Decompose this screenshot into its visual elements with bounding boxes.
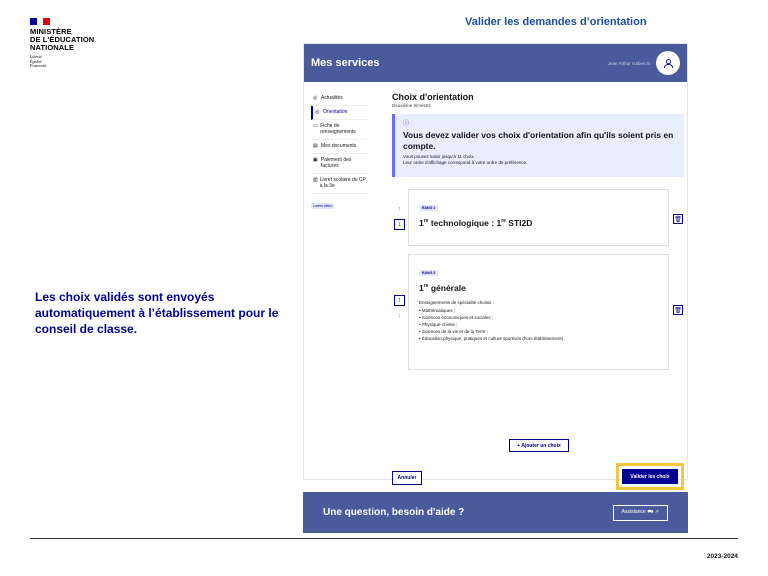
info-alert (392, 114, 684, 177)
bell-icon: ◎ (313, 95, 318, 101)
app-window (303, 43, 688, 480)
sidebar (311, 92, 369, 212)
trash-icon: 🗑 (674, 216, 682, 223)
app-title[interactable]: Mes services (311, 57, 380, 69)
alert-line-1: Vous pouvez saisir jusqu'à 11 choix. (403, 154, 475, 159)
info-icon: ⓘ (403, 121, 410, 127)
sidebar-item-paiement[interactable]: ▣ Paiement des factures (311, 154, 369, 174)
list-item: • Sciences économiques et sociales ; (419, 314, 658, 321)
move-down-icon[interactable]: ↓ (397, 312, 402, 319)
move-up-icon[interactable]: ↑ (397, 206, 402, 213)
page-subtitle: Deuxième trimestre (392, 103, 432, 108)
alert-title: Vous devez valider vos choix d'orientation afin qu'ils soient pris en compte. (403, 130, 674, 151)
reorder-controls (394, 204, 406, 230)
help-title: Une question, besoin d'aide ? (323, 507, 465, 518)
ministry-motto: Liberté Égalité Fraternité (30, 54, 47, 68)
assistance-button[interactable]: Assistance 🗪 ↗ (613, 505, 668, 521)
validate-highlight (616, 463, 684, 490)
ministry-logo (30, 18, 120, 69)
book-icon: ▥ (313, 177, 318, 183)
compass-icon: ◎ (315, 109, 320, 115)
sidebar-item-actualites[interactable]: ◎ Actualités (311, 92, 369, 106)
help-banner (303, 492, 688, 533)
card-icon: ▣ (313, 157, 318, 163)
sidebar-item-orientation[interactable]: ◎ Orientation (311, 106, 369, 120)
sidebar-item-livret[interactable]: ▥ Livret scolaire du CP à la 3e (311, 174, 369, 194)
alert-line-2: Leur ordre d'affichage correspond à votre ordre de préférence. (403, 160, 528, 165)
user-name[interactable]: Jean Arthur Isabert B (607, 60, 650, 66)
slide-caption: Les choix validés sont envoyés automatiquement à l’établissement pour le conseil de classe. (35, 290, 279, 336)
choice-title: 1re technologique : 1re STI2D (419, 218, 533, 228)
list-item: • Mathématiques ; (419, 307, 658, 314)
specialty-list-title: Enseignements de spécialité choisis : (419, 300, 494, 305)
form-icon: ▭ (313, 123, 318, 129)
list-item: • Physique-chimie ; (419, 321, 658, 328)
trash-icon: 🗑 (674, 307, 682, 314)
rank-badge: RANG 1 (419, 205, 438, 211)
footer-divider (30, 538, 738, 539)
specialty-list (419, 299, 658, 342)
move-down-button[interactable]: ↓ (394, 219, 405, 230)
choice-card-2 (397, 254, 682, 370)
choice-card-1 (397, 189, 682, 246)
delete-choice-button[interactable] (673, 305, 683, 315)
ministry-name: MINISTÈRE DE L'ÉDUCATION NATIONALE (30, 27, 95, 52)
list-item: • Éducation physique, pratiques et culture sportives (hors établissement) . (419, 335, 658, 342)
slide-title: Valider les demandes d’orientation (465, 16, 647, 28)
avatar[interactable] (656, 51, 680, 75)
rank-badge: RANG 2 (419, 270, 438, 276)
sidebar-item-fiche[interactable]: ▭ Fiche de renseignements (311, 120, 369, 140)
move-up-button[interactable]: ↑ (394, 295, 405, 306)
user-icon (663, 58, 674, 69)
page-title: Choix d'orientation (392, 92, 474, 102)
validate-choices-button[interactable]: Valider les choix (622, 469, 678, 484)
delete-choice-button[interactable] (673, 214, 683, 224)
language-badge[interactable]: Lorem video (313, 204, 333, 208)
app-header (304, 44, 687, 82)
sidebar-item-documents[interactable]: ▤ Mes documents (311, 140, 369, 154)
document-icon: ▤ (313, 143, 318, 149)
reorder-controls (394, 295, 406, 321)
cancel-button[interactable]: Annuler (392, 471, 422, 485)
marianne-flag-icon (30, 18, 50, 25)
list-item: • Sciences de la vie et de la Terre ; (419, 328, 658, 335)
school-year: 2023-2024 (706, 553, 738, 560)
add-choice-button[interactable]: + Ajouter un choix (509, 439, 569, 452)
main-content (392, 92, 684, 481)
choice-title: 1re générale (419, 283, 466, 293)
